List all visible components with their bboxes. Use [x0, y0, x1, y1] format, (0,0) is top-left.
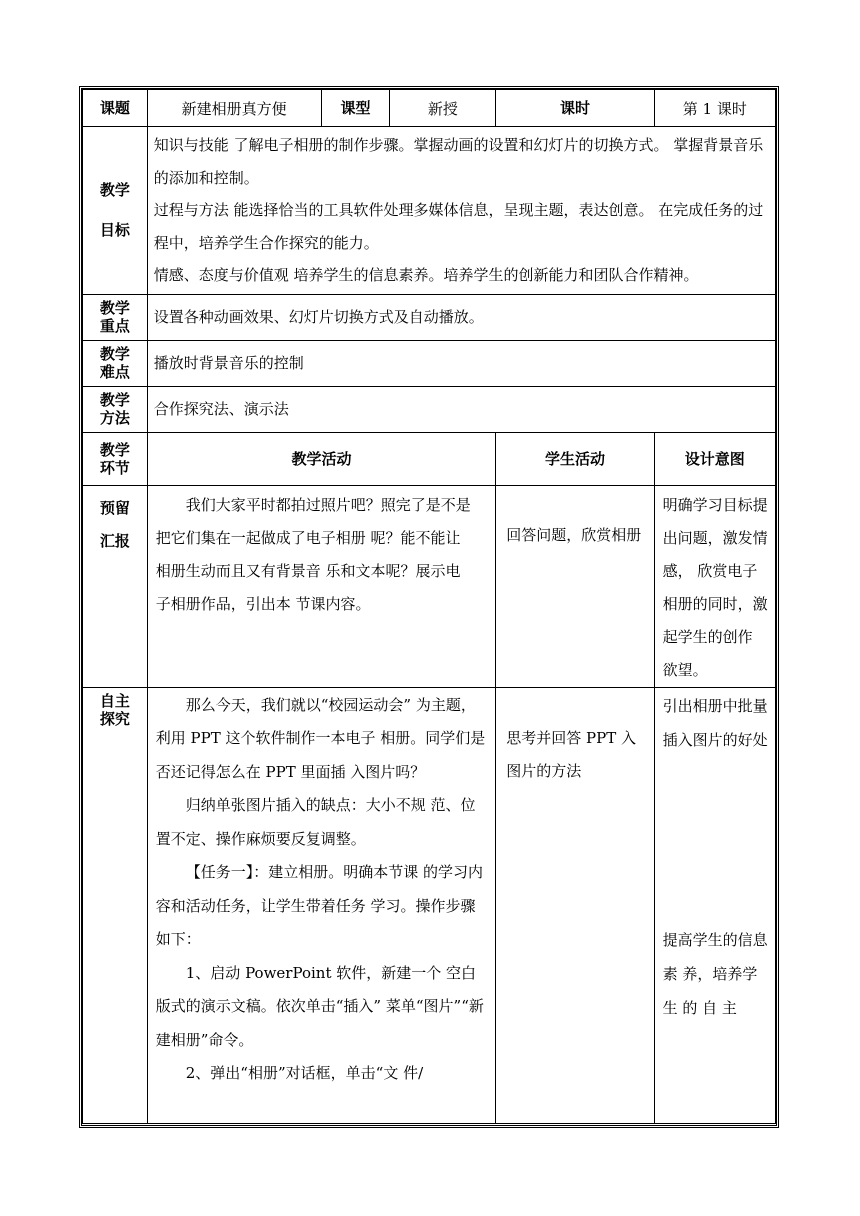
stage-explore-teacher — [147, 687, 496, 1123]
objectives-label-2: 目标 — [99, 221, 130, 240]
key-points-text: 设置各种动画效果、幻灯片切换方式及自动播放。 — [147, 294, 775, 340]
objectives-label — [83, 127, 148, 295]
stage-explore-student: 思考并回答 PPT 入图片的方法 — [496, 687, 654, 1123]
objective-process: 过程与方法 能选择恰当的工具软件处理多媒体信息，呈现主题，表达创意。 在完成任务的过程中，培养学生合作探究的能力。 — [153, 201, 764, 252]
key-points-label-2: 重点 — [99, 317, 130, 335]
objective-knowledge: 知识与技能 了解电子相册的制作步骤。掌握动画的设置和幻灯片的切换方式。 掌握背景音乐的添加和控制。 — [153, 136, 764, 187]
explore-paragraph-task-one: 【任务一】：建立相册。明确本节课 的学习内容和活动任务，让学生带着任务 学习。操作步骤如下： — [155, 863, 484, 948]
type-label: 课型 — [321, 90, 390, 127]
explore-paragraph-intro: 那么今天，我们就以“校园运动会” 为主题，利用 PPT 这个软件制作一本电子 相册。同学们是否还记得怎么在 PPT 里面插 入图片吗？ — [155, 695, 486, 781]
topic-label: 课题 — [83, 90, 148, 127]
explore-paragraph-step-2: 2、弹出“相册”对话框，单击“文 件/ — [185, 1064, 424, 1082]
methods-label-1: 教学 — [99, 391, 130, 409]
stage-preview-label-2: 汇报 — [99, 531, 130, 550]
stage-preview-row — [83, 485, 776, 687]
stage-preview-label — [83, 485, 148, 687]
explore-paragraph-drawbacks: 归纳单张图片插入的缺点：大小不规 范、位置不定、操作麻烦要反复调整。 — [155, 796, 476, 848]
stage-preview-student: 回答问题，欣赏相册 — [496, 485, 654, 687]
key-points-label-1: 教学 — [99, 299, 130, 317]
methods-label — [83, 386, 148, 432]
column-teacher-activity: 教学活动 — [147, 432, 496, 485]
methods-text: 合作探究法、演示法 — [147, 386, 775, 432]
period-label: 课时 — [496, 90, 654, 127]
stage-preview-teacher — [147, 485, 496, 687]
stage-explore-design-1: 引出相册中批量插入图片的好处 — [662, 696, 768, 749]
explore-paragraph-step-1: 1、启动 PowerPoint 软件，新建一个 空白版式的演示文稿。依次单击“插入” 菜单“图片”“新建相册”命令。 — [155, 963, 484, 1049]
difficulties-label-2: 难点 — [99, 363, 130, 381]
objective-attitude: 情感、态度与价值观 培养学生的信息素养。培养学生的创新能力和团队合作精神。 — [153, 266, 699, 284]
stage-preview-teacher-text: 我们大家平时都拍过照片吧？照完了是不是把它们集在一起做成了电子相册 呢？能不能让相册生动而且又有背景音 乐和文本呢？展示电子相册作品，引出本 节课内容。 — [155, 495, 471, 613]
difficulties-label — [83, 340, 148, 386]
column-design-intent: 设计意图 — [654, 432, 775, 485]
key-points-row — [83, 294, 776, 340]
period-value: 第 1 课时 — [654, 90, 775, 127]
lesson-plan-table — [79, 86, 779, 1128]
process-header-row — [83, 432, 776, 485]
difficulties-label-1: 教学 — [99, 345, 130, 363]
methods-label-2: 方法 — [99, 409, 130, 427]
stage-preview-design: 明确学习目标提出问题，激发情感， 欣赏电子相册的同时，激起学生的创作 欲望。 — [654, 485, 775, 687]
info-row — [83, 90, 776, 127]
process-label-1: 教学 — [99, 440, 130, 459]
stage-explore-label-2: 探究 — [99, 709, 130, 728]
objectives-content — [147, 127, 775, 295]
type-value: 新授 — [390, 90, 496, 127]
process-label — [83, 432, 148, 485]
methods-row — [83, 386, 776, 432]
process-label-2: 环节 — [99, 458, 130, 477]
column-student-activity: 学生活动 — [496, 432, 654, 485]
topic-value: 新建相册真方便 — [147, 90, 321, 127]
stage-explore-design-2: 提高学生的信息素 养，培养学 生 的 自 主 — [662, 930, 768, 1017]
stage-explore-label-1: 自主 — [99, 691, 130, 710]
difficulties-row — [83, 340, 776, 386]
stage-explore-design — [654, 687, 775, 1123]
objectives-label-1: 教学 — [99, 181, 130, 200]
difficulties-text: 播放时背景音乐的控制 — [147, 340, 775, 386]
key-points-label — [83, 294, 148, 340]
objectives-row — [83, 127, 776, 295]
stage-explore-row — [83, 687, 776, 1123]
stage-preview-label-1: 预留 — [99, 498, 130, 517]
stage-explore-label — [83, 687, 148, 1123]
